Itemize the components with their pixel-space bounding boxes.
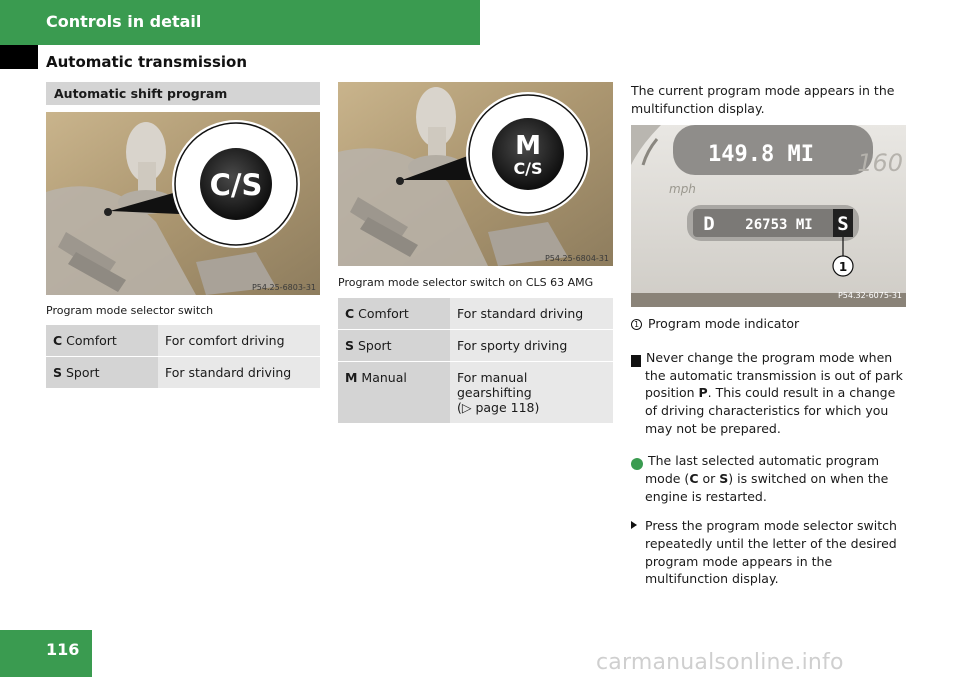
warning-note: ! Never change the program mode when the automatic transmission is out of park position P. This could result in a change of driving characteristics for which you may not be prepared. [626,349,903,436]
table-cell-desc: For sporty driving [450,330,613,362]
shifter-illustration [46,112,320,295]
m-switch-label: M [515,131,541,161]
table-row [46,357,320,389]
table-row [46,325,320,357]
photo-reference: P54.25-6803-31 [251,283,316,292]
table-cell-desc: For standard driving [450,298,613,330]
instruction-step: Press the program mode selector switch repeatedly until the letter of the desired program mode appears in the multifunction display. [631,517,911,587]
speed-unit: mph [669,182,696,197]
warning-icon: ! [631,355,641,367]
middle-column [338,82,613,424]
watermark: carmanualsonline.info [596,650,844,675]
table-cell-desc: For comfort driving [158,325,320,357]
table-cell-desc: For standard driving [158,357,320,389]
photo-caption: Program mode selector switch on CLS 63 AMG [338,276,594,289]
amg-shifter-illustration [338,82,613,266]
mode-table [338,298,613,424]
cluster-photo [631,125,906,307]
table-row [338,362,613,424]
callout-icon: 1 [631,319,642,330]
page-reference: (▷ page 118) [457,400,540,415]
left-column [46,82,320,389]
table-cell-key: S Sport [338,330,450,362]
table-row [338,330,613,362]
intro-text: The current program mode appears in the multifunction display. [631,83,895,116]
info-icon: i [631,458,643,470]
trip-display: 149.8 MI [708,142,814,168]
table-cell-key: M Manual [338,362,450,424]
page-number: 116 [46,640,80,659]
photo-reference: P54.25-6804-31 [544,254,609,263]
cs-switch-label: C/S [209,168,263,202]
right-column [626,82,911,588]
cs-switch-label: C/S [513,159,543,178]
table-cell-key: C Comfort [338,298,450,330]
mode-indicator: S [837,213,849,236]
amg-shifter-photo [338,82,613,266]
page-subtitle: Automatic transmission [46,53,247,71]
instrument-cluster [631,125,906,307]
page-number-band [0,630,92,677]
header-band [0,0,480,45]
legend-item: 1 Program mode indicator [631,315,911,333]
step-arrow-icon [631,521,637,529]
shifter-photo [46,112,320,295]
section-heading: Automatic shift program [46,82,320,105]
gear-indicator: D [703,213,715,236]
section-title: Controls in detail [46,12,202,31]
odometer: 26753 MI [745,217,813,234]
table-cell-desc: For manual gearshifting (▷ page 118) [450,362,613,424]
table-cell-key: C Comfort [46,325,158,357]
speed-tick: 160 [857,149,903,178]
callout-number: 1 [838,260,848,275]
info-note: i The last selected automatic program mode (C or S) is switched on when the engine is restarted. [628,453,889,504]
photo-reference: P54.32-6075-31 [837,290,902,300]
table-row [338,298,613,330]
mode-table [46,325,320,389]
header-tab [0,45,38,69]
table-cell-key: S Sport [46,357,158,389]
photo-caption: Program mode selector switch [46,304,214,317]
